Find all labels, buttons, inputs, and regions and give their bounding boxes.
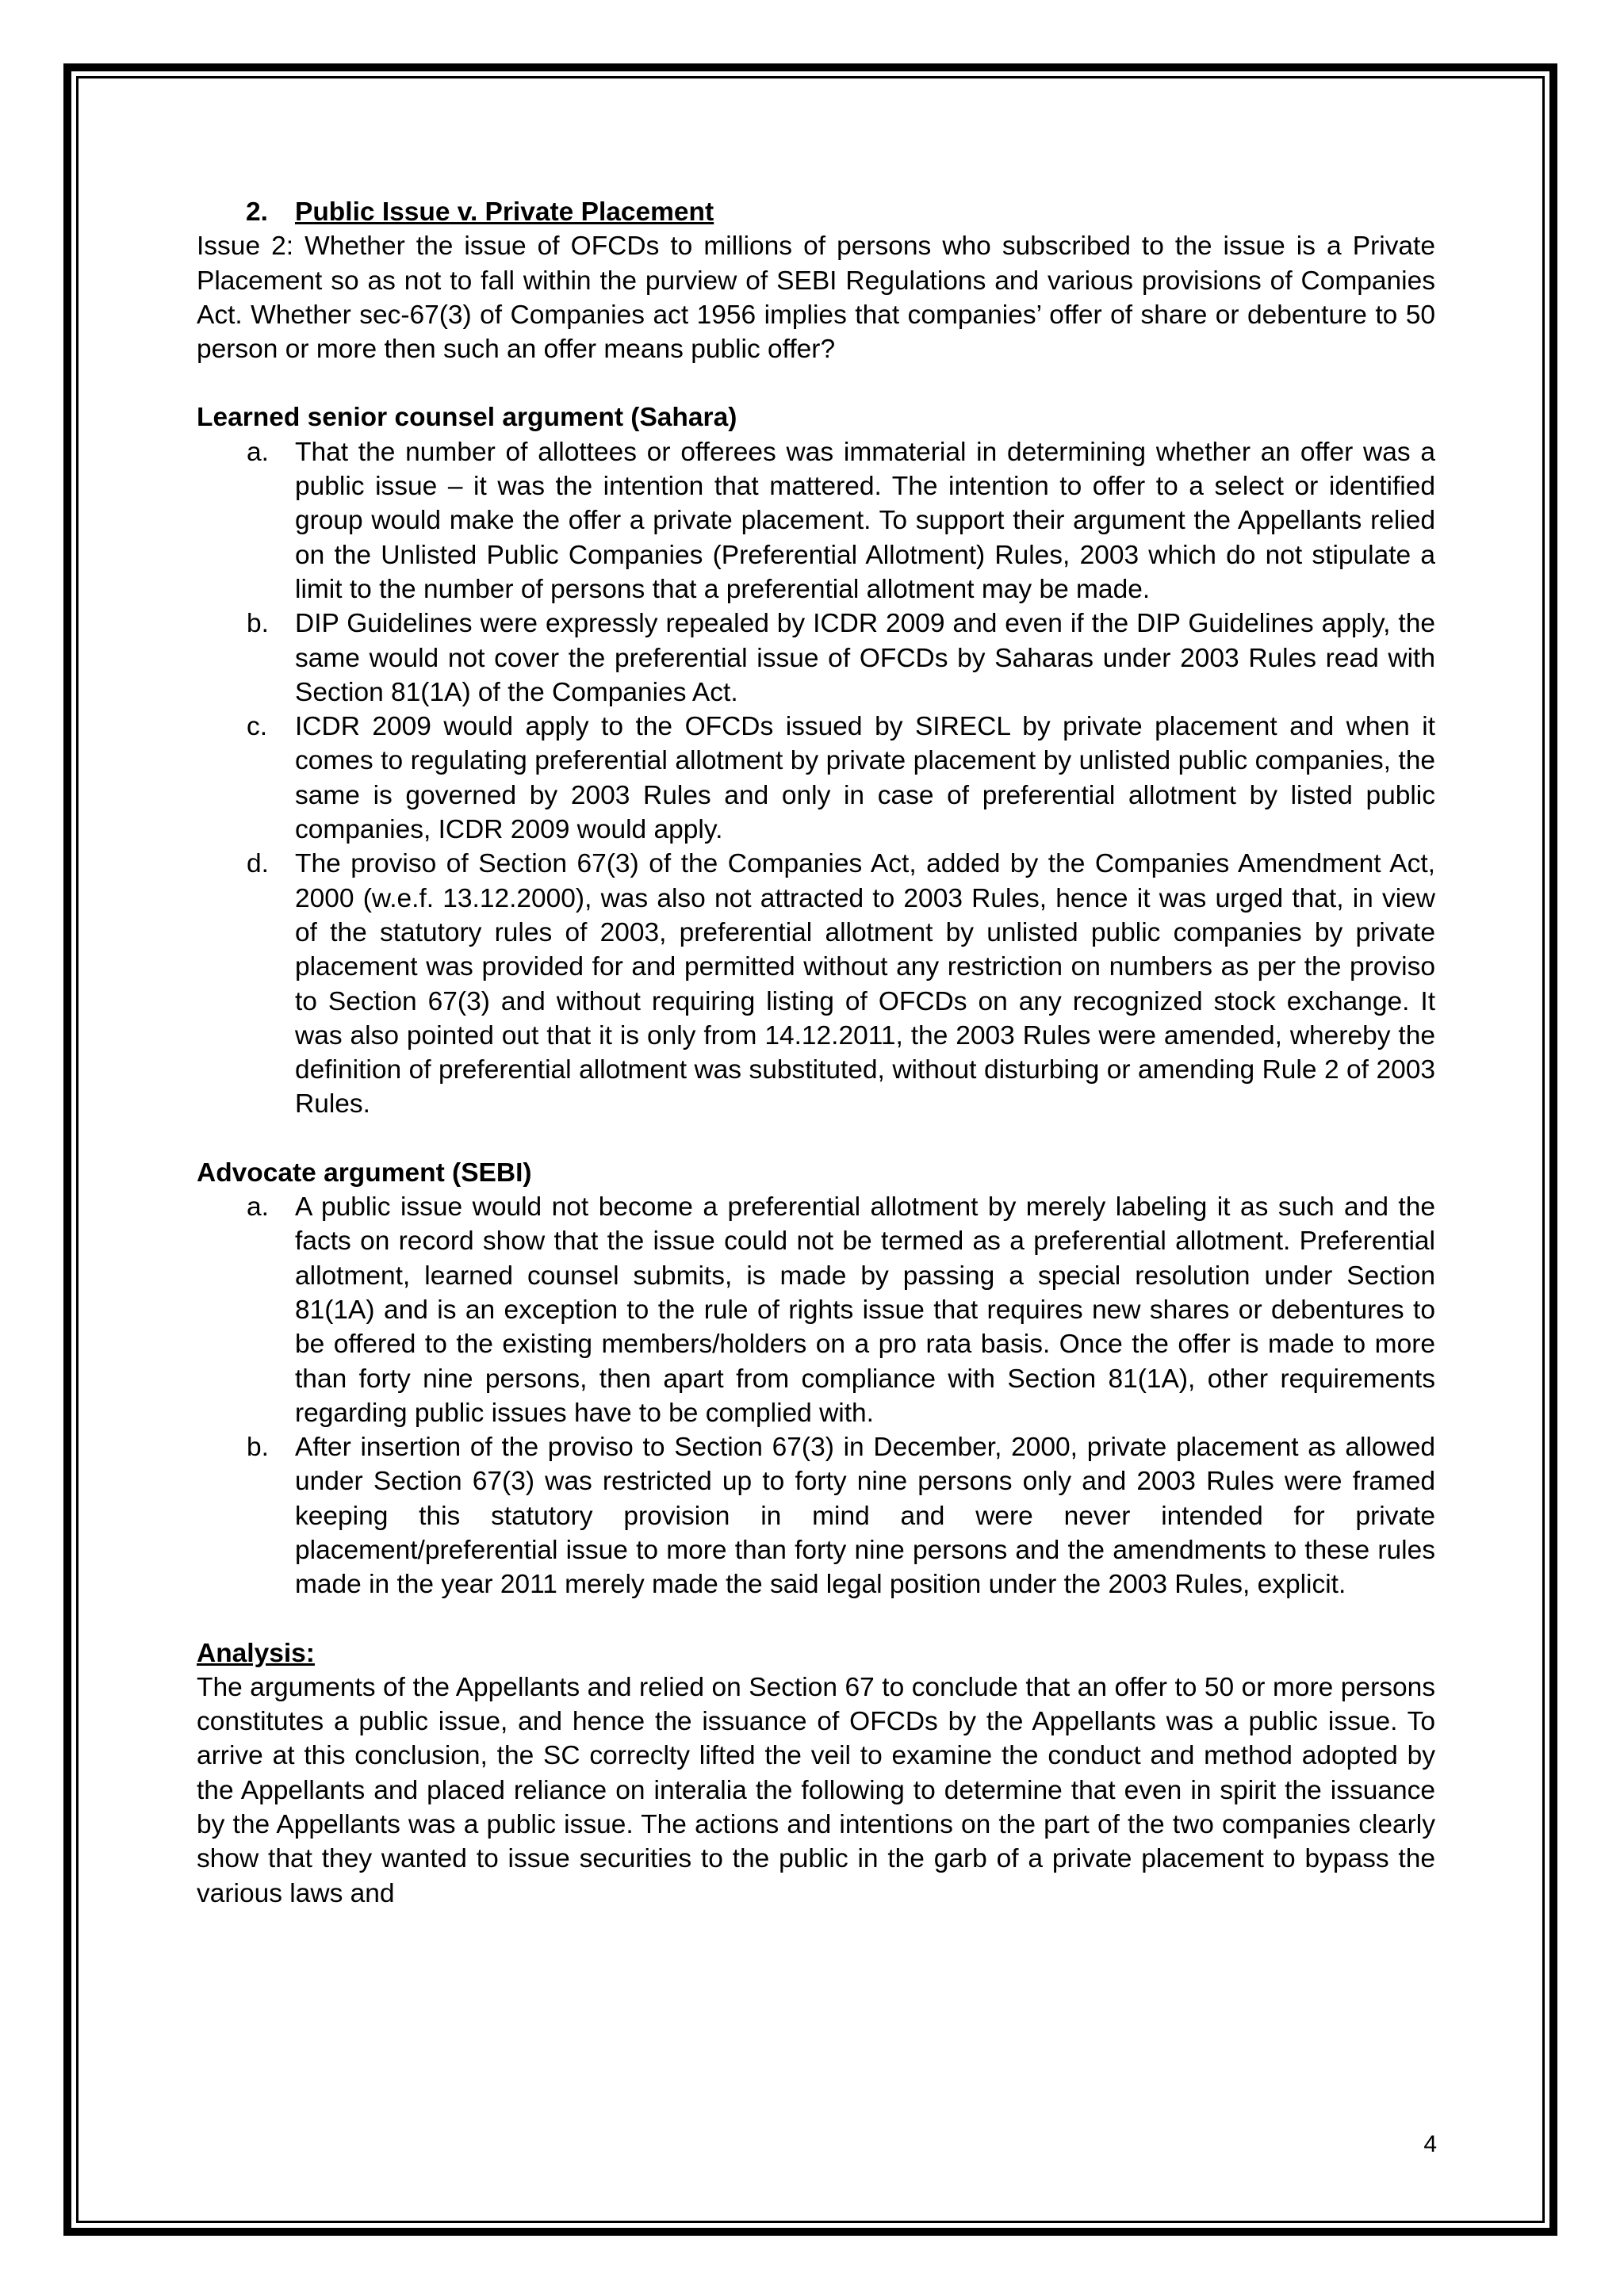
section-title: Public Issue v. Private Placement	[295, 197, 714, 227]
list-marker: a.	[247, 1192, 269, 1223]
list-marker: c.	[247, 712, 268, 742]
section-number: 2.	[246, 197, 268, 227]
list-marker: b.	[247, 609, 269, 639]
list-item	[197, 847, 1435, 1121]
page-number: 4	[1423, 2131, 1437, 2157]
list-item-text: ICDR 2009 would apply to the OFCDs issued by SIRECL by private placement and when it comes to regulating preferential allotment by private placement by unlisted public companies, the same is governed by 2003 Rules and only in case of preferential allotment by listed public companies, ICDR 2009 would apply.	[295, 712, 1435, 845]
issue-paragraph: Issue 2: Whether the issue of OFCDs to millions of persons who subscribed to the issue is a Private Placement so as not to fall within the purview of SEBI Regulations and various provisions of Companies Act. Whether sec-67(3) of Companies act 1956 implies that companies’ offer of share or debenture to 50 person or more then such an offer means public offer?	[197, 232, 1435, 365]
analysis-paragraph: The arguments of the Appellants and relied on Section 67 to conclude that an offer to 50 or more persons constitutes a public issue, and hence the issuance of OFCDs by the Appellants was a public issue. To arrive at this conclusion, the SC correclty lifted the veil to examine the conduct and method adopted by the Appellants and placed reliance on interalia the following to determine that even in spirit the issuance by the Appellants was a public issue. The actions and intentions on the part of the two companies clearly show that they wanted to issue securities to the public in the garb of a private placement to bypass the various laws and	[197, 1672, 1435, 1908]
list-item	[197, 1190, 1435, 1430]
sahara-heading: Learned senior counsel argument (Sahara)	[197, 403, 737, 433]
list-item-text: DIP Guidelines were expressly repealed by ICDR 2009 and even if the DIP Guidelines apply, the same would not cover the preferential issue of OFCDs by Saharas under 2003 Rules read with Section 81(1A) of the Companies Act.	[295, 609, 1435, 707]
list-item	[197, 607, 1435, 710]
sebi-heading: Advocate argument (SEBI)	[197, 1158, 532, 1188]
list-item-text: The proviso of Section 67(3) of the Companies Act, added by the Companies Amendment Act, 2000 (w.e.f. 13.12.2000), was also not attracted to 2003 Rules, hence it was urged that, in view of the statutory rules of 2003, preferential allotment by unlisted public companies by private placement was provided for and permitted without any restriction on numbers as per the proviso to Section 67(3) and without requiring listing of OFCDs on any recognized stock exchange. It was also pointed out that it is only from 14.12.2011, the 2003 Rules were amended, whereby the definition of preferential allotment was substituted, without disturbing or amending Rule 2 of 2003 Rules.	[295, 849, 1435, 1119]
sebi-argument-list	[197, 1190, 1435, 1602]
list-marker: d.	[247, 849, 269, 879]
document-body	[197, 195, 1435, 1911]
list-marker: a.	[247, 437, 269, 467]
spacer	[197, 1602, 1435, 1636]
list-item	[197, 710, 1435, 847]
spacer	[197, 366, 1435, 400]
list-item-text: After insertion of the proviso to Section 67(3) in December, 2000, private placement as allowed under Section 67(3) was restricted up to forty nine persons only and 2003 Rules were framed keeping this statutory provision in mind and were never intended for private placement/preferential issue to more than forty nine persons and the amendments to these rules made in the year 2011 merely made the said legal position under the 2003 Rules, explicit.	[295, 1433, 1435, 1600]
list-item	[197, 435, 1435, 607]
list-marker: b.	[247, 1433, 269, 1463]
list-item	[197, 1430, 1435, 1601]
spacer	[197, 1122, 1435, 1156]
list-item-text: A public issue would not become a preferential allotment by merely labeling it as such and the facts on record show that the issue could not be termed as a preferential allotment. Preferential allotment, learned counsel submits, is made by passing a special resolution under Section 81(1A) and is an exception to the rule of rights issue that requires new shares or debentures to be offered to the existing members/holders on a pro rata basis. Once the offer is made to more than forty nine persons, then apart from compliance with Section 81(1A), other requirements regarding public issues have to be complied with.	[295, 1192, 1435, 1428]
analysis-heading: Analysis:	[197, 1638, 315, 1668]
sahara-argument-list	[197, 435, 1435, 1122]
list-item-text: That the number of allottees or offerees was immaterial in determining whether an offer was a public issue – it was the intention that mattered. The intention to offer to a select or identified group would make the offer a private placement. To support their argument the Appellants relied on the Unlisted Public Companies (Preferential Allotment) Rules, 2003 which do not stipulate a limit to the number of persons that a preferential allotment may be made.	[295, 437, 1435, 604]
section-heading	[197, 195, 1435, 229]
